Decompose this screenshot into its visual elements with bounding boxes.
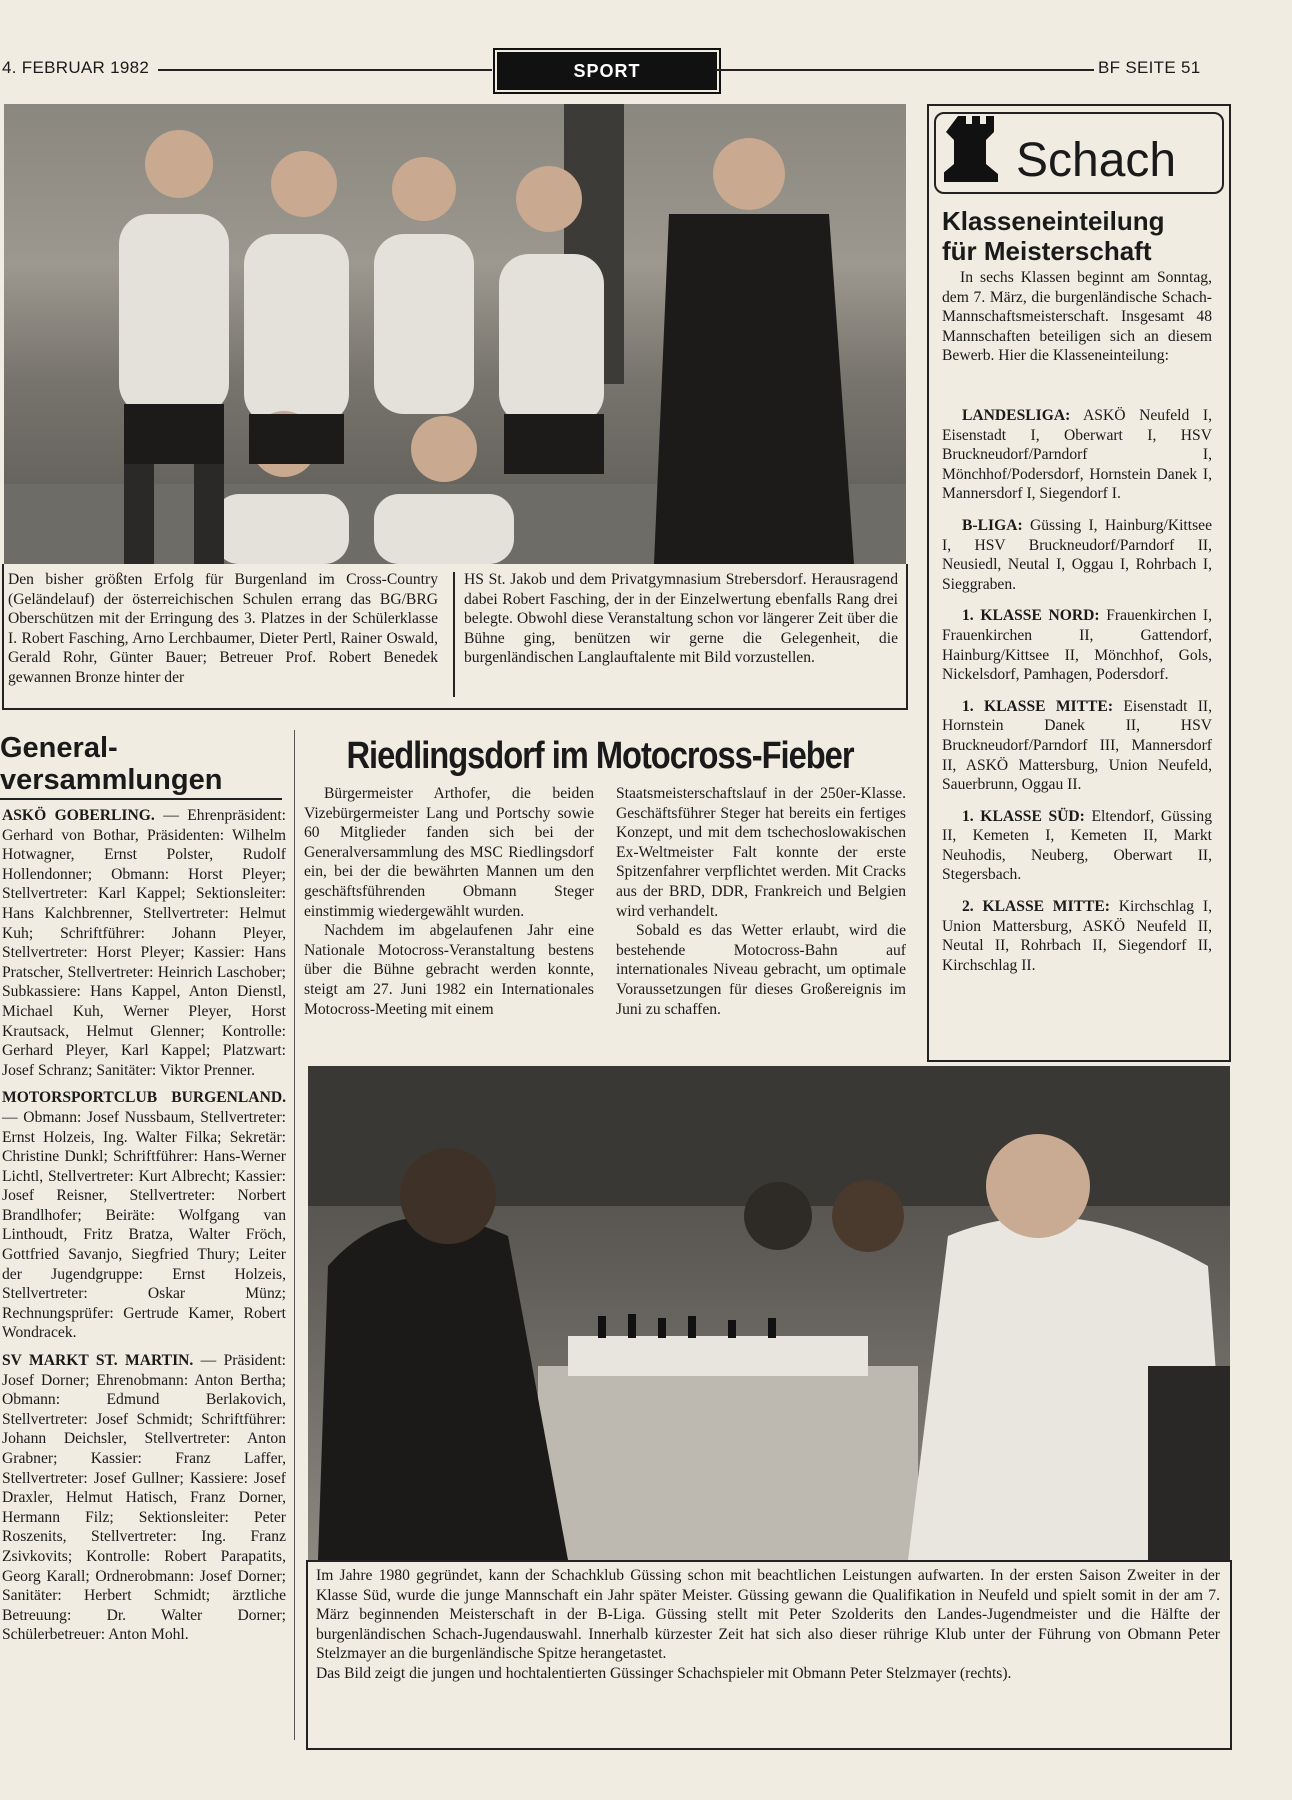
general-headline-line1: General- [0,732,118,764]
header-rule-left [158,69,492,71]
league-b-liga [942,516,1212,594]
league-teams: ASKÖ Neufeld I, Eisenstadt I, Oberwart I, HSV Bruckneudorf/Parndorf I, Mönchhof/Podersdorf, Hornstein Danek I, Mannersdorf I, Siegendorf I. [942,407,1212,503]
motocross-paragraph: Sobald es das Wetter erlaubt, wird die bestehende Motocross-Bahn auf internationales Niveau gebracht, um optimale Voraussetzungen für dieses Großereignis im Juni zu schaffen. [616,922,906,1018]
motocross-paragraph: Nachdem im abgelaufenen Jahr eine Nationale Motocross-Veranstaltung bestens über die Bühne gebracht werden konnte, steigt am 27. Juni 1982 ein Internationales Motocross-Meeting mit einem [304,922,594,1018]
motocross-column-2 [616,784,906,1019]
league-teams: Eltendorf, Güssing II, Kemeten I, Kemeten II, Markt Neuhodis, Neuberg, Oberwart II, Stegersbach. [942,807,1213,884]
team-photo-caption-left: Den bisher größten Erfolg für Burgenland im Cross-Country (Geländelauf) der österreichischen Schulen errang das BG/BRG Oberschützen mit der Erringung des 3. Platzes in der Schülerklasse I. Robert Fasching, Arno Lerchbaumer, Dieter Pertl, Rainer Oswald, Gerald Rohr, Günter Bauer; Betreuer Prof. Robert Benedek gewannen Bronze hinter der [8,571,438,686]
chess-caption-text: Im Jahre 1980 gegründet, kann der Schachklub Güssing schon mit beachtlichen Leistungen aufwarten. In der ersten Saison Zweiter in der Klasse Süd, wurde die junge Mannschaft ein Jahr später Meister. Güssing gewann die Qualifikation in Neufeld und spielt somit in der am 7. März beginnenden Meisterschaft in der B-Liga. Güssing stellt mit Peter Szolderits den Landes-Jugendmeister und die Hälfte der burgenländischen Schach-Jugendauswahl. Innerhalb kürzester Zeit hat sich also dieser rührige Klub unter der Führung von Obmann Peter Stelzmayer an die burgenländische Spitze herangetastet. [316,1567,1220,1663]
general-column [2,806,286,1645]
motocross-paragraph: Bürgermeister Arthofer, die beiden Vizebürgermeister Lang und Portschy sowie 60 Mitglieder fanden sich bei der Generalversammlung des MSC Riedlingsdorf ein, bei der die bewährten Mannen um den geschäftsführenden Obmann Steger einstimmig wiedergewählt wurden. [304,785,594,920]
league-1-klasse-nord [942,606,1212,684]
motocross-column-1 [304,784,594,1019]
league-teams: Güssing I, Hainburg/Kittsee I, HSV Bruckneudorf/Parndorf II, Neusiedl, Neutal I, Oggau I, Rohrbach I, Sieggraben. [942,516,1212,593]
header-rule-right [716,69,1094,71]
chess-rook-icon [944,112,1014,184]
league-teams: Kirchschlag I, Union Mattersburg, ASKÖ Neufeld II, Neutal II, Rohrbach II, Siegendorf II, Kirchschlag II. [942,898,1212,974]
league-name: 1. KLASSE NORD: [962,607,1100,625]
league-name: LANDESLIGA: [962,407,1071,424]
league-landesliga [942,406,1212,504]
chess-club-photo [308,1066,1230,1560]
caption-divider [453,572,455,697]
motocross-paragraph: Staatsmeisterschaftslauf in der 250er-Klasse. Geschäftsführer Steger hat bereits ein fertiges Konzept, und mit dem tschechoslowakischen Ex-Weltmeister Falt konnte der erste Spitzenfahrer verpflichtet werden. Mit Cracks aus der BRD, DDR, Frankreich und Belgien wird verhandelt. [616,785,906,920]
league-1-klasse-sued [942,807,1212,885]
chess-caption-text-2: Das Bild zeigt die jungen und hochtalentierten Güssinger Schachspieler mit Obmann Peter Stelzmayer (rechts). [316,1664,1012,1682]
team-photo-caption-right: HS St. Jakob und dem Privatgymnasium Strebersdorf. Herausragend dabei Robert Fasching, der in der Einzelwertung ebenfalls Rang drei belegte. Obwohl diese Veranstaltung schon vor längerer Zeit über die Bühne ging, benützen wir gerne die Gelegenheit, die burgenländischen Langlauftalente mit Bild vorzustellen. [464,571,898,667]
schach-headline-line1: Klasseneinteilung [942,206,1165,236]
chess-photo-image [308,1066,1230,1560]
cross-country-team-photo [4,104,906,564]
league-name: B-LIGA: [962,516,1023,534]
team-photo-image [4,104,906,564]
motocross-headline: Riedlingsdorf im Motocross-Fieber [346,735,854,777]
league-1-klasse-mitte [942,697,1212,795]
general-entry [2,1351,286,1645]
club-officials: — Ehrenpräsident: Gerhard von Bothar, Präsidenten: Wilhelm Hotwagner, Ernst Polster, Rudolf Hollendonner; Obmann: Horst Pleyer; Stellvertreter: Karl Kappel; Sektionsleiter: Hans Kalchbrenner, Stellvertreter: Helmut Kuh; Schriftführer: Johann Pleyer, Stellvertreter: Horst Pleyer; Kassier: Hans Pratscher, Stellvertreter: Heinrich Laschober; Subkassiere: Hans Kappel, Anton Dienstl, Michael Kuh, Werner Pleyer, Horst Krautsack, Helmut Glenner; Kontrolle: Gerhard Pleyer, Karl Kappel; Platzwart: Josef Schranz; Sanitäter: Viktor Prenner. [2,807,287,1079]
general-headline-line2: versammlungen [0,764,223,796]
page-number: BF SEITE 51 [1098,58,1201,77]
league-name: 2. KLASSE MITTE: [962,898,1110,916]
club-name: MOTORSPORTCLUB BURGENLAND. [2,1089,286,1107]
section-label: SPORT [497,52,717,90]
column-divider [294,730,295,1740]
league-name: 1. KLASSE MITTE: [962,697,1114,715]
issue-date: 4. FEBRUAR 1982 [2,58,150,77]
schach-intro-text: In sechs Klassen beginnt am Sonntag, dem 7. März, die burgenländische Schach-Mannschaftsmeisterschaft. Insgesamt 48 Mannschaften beteiligen sich an diesem Bewerb. Hier die Klasseneinteilung: [942,269,1212,365]
schach-logo-text: Schach [1016,134,1177,187]
club-name: ASKÖ GOBERLING. [2,807,155,824]
general-entry [2,1088,286,1343]
club-officials: — Obmann: Josef Nussbaum, Stellvertreter: Ernst Holzeis, Ing. Walter Filka; Sekretär: Christine Dunkl; Schriftführer: Hans-Werner Lichtl, Stellvertreter: Kurt Albrecht; Kassier: Josef Reisner, Stellvertreter: Norbert Brandlhofer; Beiräte: Wolfgang van Linthoudt, Fritz Bratza, Walter Fröch, Gottfried Savanjo, Siegfried Thury; Leiter der Jugendgruppe: Ernst Holzeis, Stellvertreter: Oskar Münz; Rechnungsprüfer: Gertrude Kamer, Robert Wondracek. [2,1108,286,1342]
club-name: SV MARKT ST. MARTIN. [2,1352,194,1370]
league-teams: Eisenstadt II, Hornstein Danek II, HSV Bruckneudorf/Parndorf III, Mannersdorf II, ASKÖ Mattersburg, Union Neufeld, Sauerbrunn, Oggau II. [942,697,1212,794]
schach-intro [942,268,1212,366]
schach-headline-line2: für Meisterschaft [942,236,1152,266]
chess-photo-caption [316,1566,1220,1684]
league-2-klasse-mitte [942,897,1212,975]
league-name: 1. KLASSE SÜD: [962,807,1085,825]
league-teams: Frauenkirchen I, Frauenkirchen II, Gattendorf, Hainburg/Kittsee II, Mönchhof, Gols, Nickelsdorf, Pamhagen, Podersdorf. [942,607,1212,684]
general-headline-rule [0,798,282,800]
schach-leagues [942,406,1212,975]
general-entry [2,806,286,1080]
club-officials: — Präsident: Josef Dorner; Ehrenobmann: Anton Bertha; Obmann: Edmund Berlakovich, Stellvertreter: Josef Schmidt; Schriftführer: Johann Deichsler, Stellvertreter: Anton Grabner; Kassier: Franz Laffer, Stellvertreter: Josef Gullner; Kassiere: Josef Draxler, Helmut Hatisch, Franz Dorner, Hermann Filz; Sektionsleiter: Peter Roszenits, Stellvertreter: Ing. Franz Zsivkovits; Kontrolle: Robert Parapatits, Georg Karall; Ordnerobmann: Josef Dorner; Sanitäter: Herbert Schmidt; ärztliche Betreuung: Dr. Walter Dorner; Schülerbetreuer: Anton Mohl. [2,1352,286,1644]
